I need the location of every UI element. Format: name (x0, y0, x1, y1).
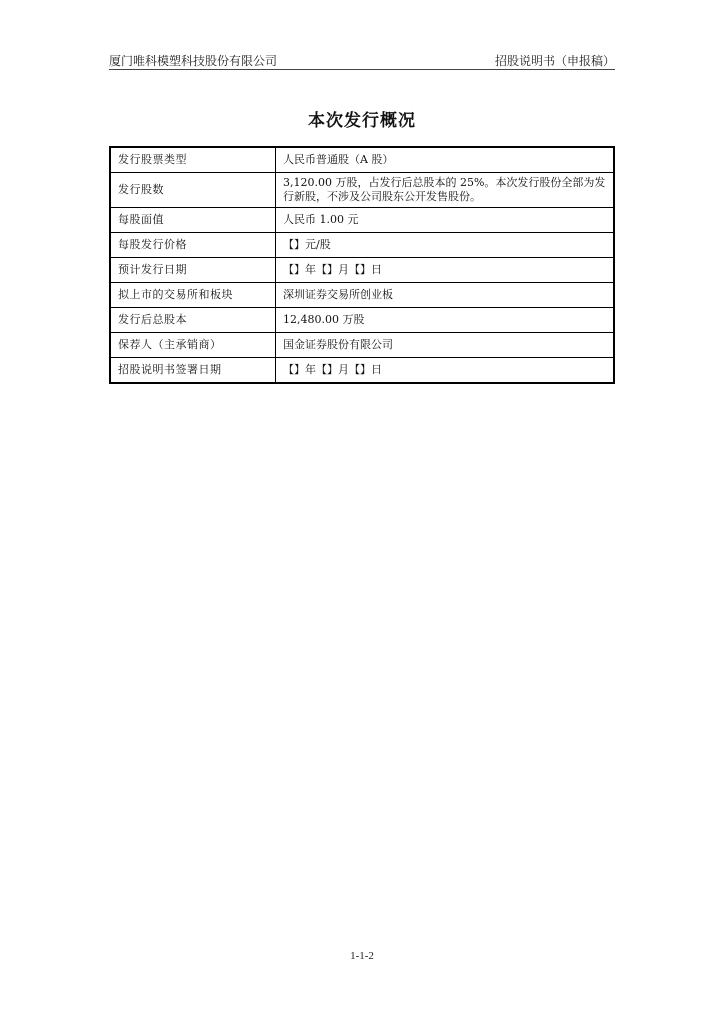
row-label: 保荐人（主承销商） (110, 333, 276, 358)
header-divider (109, 69, 615, 70)
table-row (110, 358, 614, 384)
header-company-name: 厦门唯科模塑科技股份有限公司 (109, 54, 278, 68)
row-label: 招股说明书签署日期 (110, 358, 276, 384)
row-value: 【】年【】月【】日 (276, 358, 615, 384)
row-value: 12,480.00 万股 (276, 308, 615, 333)
row-value: 【】年【】月【】日 (276, 258, 615, 283)
row-label: 发行股数 (110, 173, 276, 208)
row-label: 发行后总股本 (110, 308, 276, 333)
table-row (110, 233, 614, 258)
table-row (110, 258, 614, 283)
page-title: 本次发行概况 (308, 111, 416, 131)
row-label: 每股发行价格 (110, 233, 276, 258)
row-value: 【】元/股 (276, 233, 615, 258)
header-document-type: 招股说明书（申报稿） (494, 54, 615, 68)
row-value: 人民币普通股（A 股） (276, 147, 615, 173)
page-header (109, 51, 615, 69)
table-row (110, 208, 614, 233)
table-row (110, 147, 614, 173)
table-row (110, 173, 614, 208)
table-row (110, 308, 614, 333)
row-value: 3,120.00 万股，占发行后总股本的 25%。本次发行股份全部为发行新股，不涉及公司股东公开发售股份。 (276, 173, 615, 208)
row-label: 预计发行日期 (110, 258, 276, 283)
row-label: 拟上市的交易所和板块 (110, 283, 276, 308)
table-row (110, 333, 614, 358)
row-value: 国金证券股份有限公司 (276, 333, 615, 358)
page-number: 1-1-2 (350, 950, 374, 962)
row-value: 人民币 1.00 元 (276, 208, 615, 233)
table-row (110, 283, 614, 308)
row-label: 每股面值 (110, 208, 276, 233)
offering-overview-table (109, 146, 615, 384)
row-label: 发行股票类型 (110, 147, 276, 173)
row-value: 深圳证券交易所创业板 (276, 283, 615, 308)
